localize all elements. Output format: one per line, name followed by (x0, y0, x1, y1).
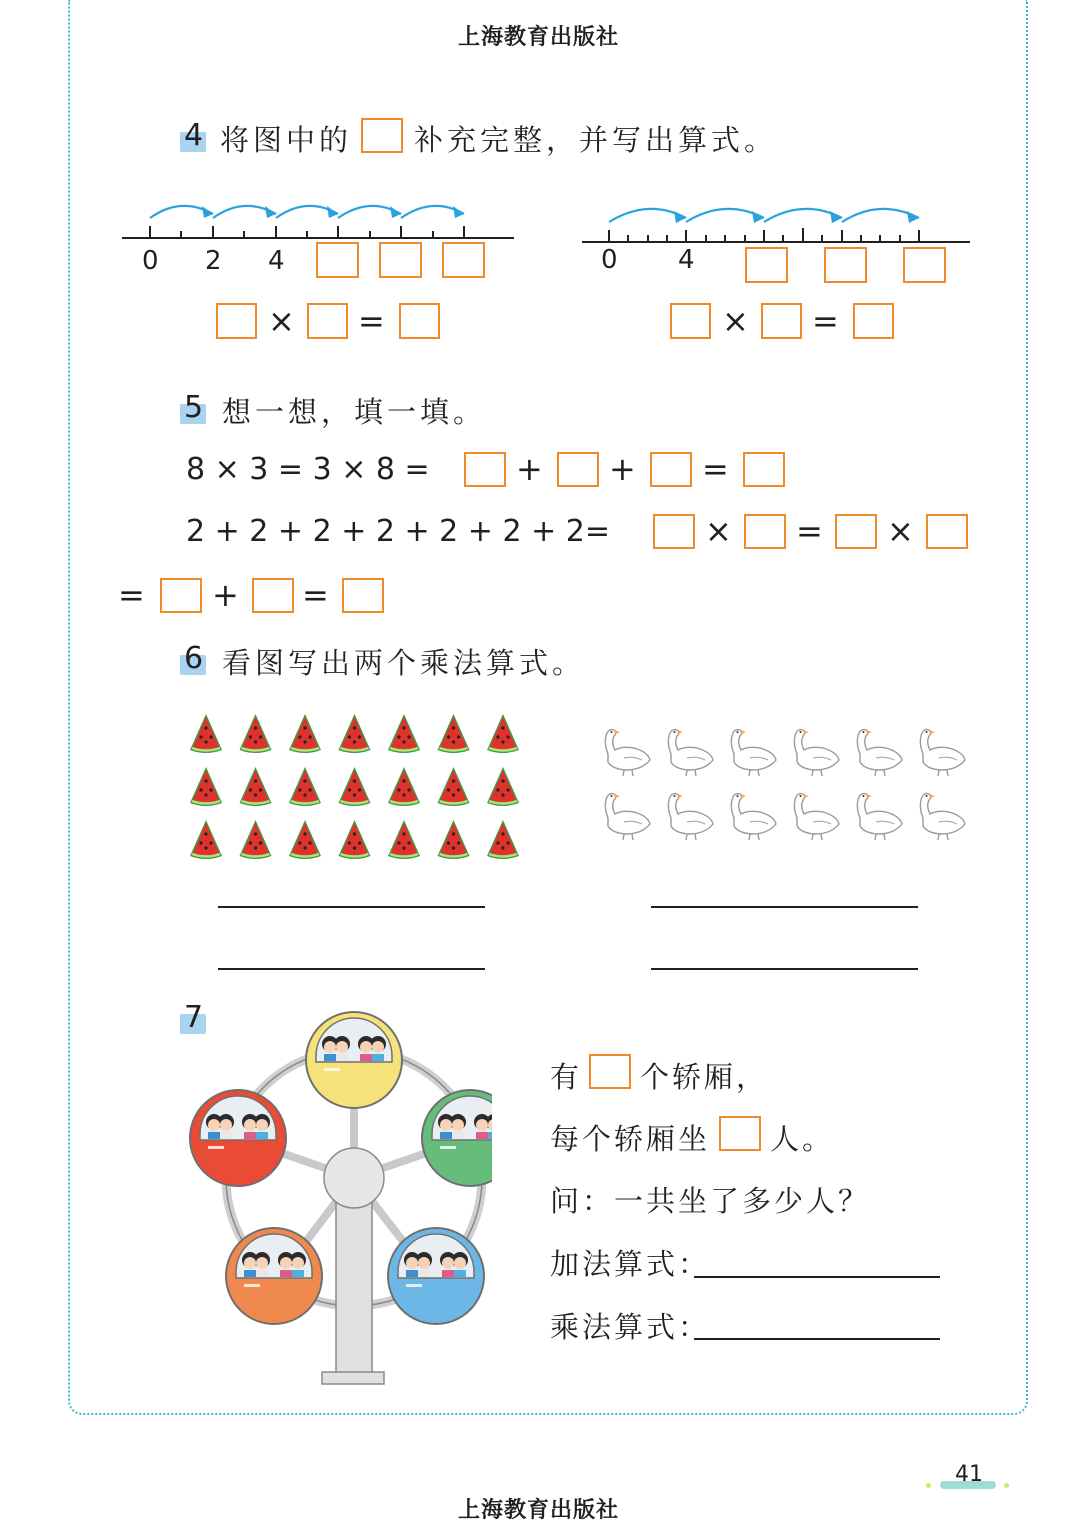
ferris-wheel-car (226, 1228, 322, 1324)
q6-left-answer-line-2[interactable] (218, 968, 485, 970)
goose-grid (596, 722, 972, 844)
q5-line3-box-1[interactable] (160, 578, 202, 613)
watermelon-slice (190, 820, 222, 859)
q5-line2-times-2: × (887, 512, 914, 550)
watermelon-slice (240, 767, 272, 806)
q5-line3-prefix: = (118, 576, 145, 614)
watermelon-slice (240, 820, 272, 859)
right-line-box-1[interactable] (745, 247, 788, 283)
right-line-label-0: 0 (601, 245, 618, 275)
q7-addition-answer-line[interactable] (694, 1276, 940, 1278)
q4-left-factor-1-box[interactable] (216, 303, 257, 339)
left-line-label-2: 2 (205, 246, 222, 276)
ferris-wheel-car (190, 1090, 286, 1186)
q5-line3-box-2[interactable] (252, 578, 294, 613)
q7-multiplication-answer-line[interactable] (694, 1338, 940, 1340)
left-line-box-2[interactable] (379, 242, 422, 278)
q6-right-answer-line-2[interactable] (651, 968, 918, 970)
watermelon-slice (388, 767, 420, 806)
watermelon-slice (487, 767, 519, 806)
watermelon-slice (388, 820, 420, 859)
watermelon-slice (487, 820, 519, 859)
q4-inline-box (361, 118, 403, 153)
q6-text: 看图写出两个乘法算式。 (222, 646, 586, 680)
q4-left-product-box[interactable] (399, 303, 440, 339)
q4-number: 4 (184, 118, 210, 152)
watermelon-slice (190, 767, 222, 806)
q5-line2-equals: = (796, 512, 823, 550)
header-publisher: 上海教育出版社 (458, 25, 620, 50)
q4-left-factor-2-box[interactable] (307, 303, 348, 339)
watermelon-slice (487, 714, 519, 753)
goose (731, 794, 776, 840)
goose (857, 730, 902, 776)
q7-number: 7 (184, 1000, 210, 1034)
page-dot-left (926, 1483, 931, 1488)
q5-line1-box-1[interactable] (464, 452, 506, 487)
q7-cars-count-box[interactable] (589, 1054, 631, 1089)
q5-line2-box-4[interactable] (926, 514, 968, 549)
goose (668, 794, 713, 840)
q5-line2-box-1[interactable] (653, 514, 695, 549)
goose (857, 794, 902, 840)
goose (794, 730, 839, 776)
q5-line1-plus-1: + (516, 450, 543, 488)
goose (920, 794, 965, 840)
q4-right-equals: = (812, 302, 839, 340)
left-line-box-1[interactable] (316, 242, 359, 278)
watermelon-slice (289, 820, 321, 859)
q5-line2-times-1: × (705, 512, 732, 550)
left-line-label-0: 0 (142, 246, 159, 276)
goose (668, 730, 713, 776)
goose (605, 730, 650, 776)
watermelon-slice (289, 767, 321, 806)
goose (731, 730, 776, 776)
q5-line1-box-2[interactable] (557, 452, 599, 487)
q4-right-factor-1-box[interactable] (670, 303, 711, 339)
left-line-box-3[interactable] (442, 242, 485, 278)
q7-question: 问：一共坐了多少人？ (550, 1184, 871, 1218)
watermelon-slice (339, 767, 371, 806)
q5-line3-plus: + (212, 576, 239, 614)
watermelon-slice (339, 820, 371, 859)
q6-right-answer-line-1[interactable] (651, 906, 918, 908)
watermelon-slice (438, 714, 470, 753)
q4-text-after: 补充完整，并写出算式。 (414, 123, 778, 157)
q7-line1-before: 有 (550, 1060, 583, 1094)
watermelon-slice (438, 767, 470, 806)
q4-right-product-box[interactable] (853, 303, 894, 339)
goose (920, 730, 965, 776)
ferris-wheel-car (388, 1228, 484, 1324)
q6-number: 6 (184, 641, 210, 675)
watermelon-slice (240, 714, 272, 753)
q7-line1-after: 个轿厢， (640, 1060, 769, 1094)
left-line-label-4: 4 (268, 246, 285, 276)
q5-line2-box-2[interactable] (744, 514, 786, 549)
goose (605, 794, 650, 840)
q4-right-factor-2-box[interactable] (761, 303, 802, 339)
q5-line2-box-3[interactable] (835, 514, 877, 549)
q7-line2-after: 人。 (770, 1122, 835, 1156)
q5-text: 想一想，填一填。 (222, 395, 487, 429)
watermelon-grid (186, 708, 520, 862)
ferris-wheel-illustration (186, 1008, 492, 1388)
q6-left-answer-line-1[interactable] (218, 906, 485, 908)
watermelon-slice (289, 714, 321, 753)
page-number: 41 (955, 1462, 983, 1487)
q7-multiplication-label: 乘法算式： (550, 1310, 711, 1344)
q7-addition-label: 加法算式： (550, 1247, 711, 1281)
page-dot-right (1004, 1483, 1009, 1488)
q7-people-per-car-box[interactable] (719, 1116, 761, 1151)
q5-line1-box-4[interactable] (743, 452, 785, 487)
q5-line1-box-3[interactable] (650, 452, 692, 487)
number-line-left (118, 196, 518, 248)
q4-left-equals: = (358, 302, 385, 340)
watermelon-slice (339, 714, 371, 753)
number-line-right (578, 196, 974, 248)
ferris-wheel-car (422, 1090, 492, 1186)
goose (794, 794, 839, 840)
right-line-box-2[interactable] (824, 247, 867, 283)
right-line-label-4: 4 (678, 245, 695, 275)
watermelon-slice (388, 714, 420, 753)
watermelon-slice (438, 820, 470, 859)
ferris-wheel-car (306, 1012, 402, 1108)
q4-right-times: × (722, 302, 749, 340)
q5-line1-equals: = (702, 450, 729, 488)
watermelon-slice (190, 714, 222, 753)
q5-line3-box-3[interactable] (342, 578, 384, 613)
q5-line1-prefix: 8 × 3 = 3 × 8 = (186, 452, 430, 487)
right-line-box-3[interactable] (903, 247, 946, 283)
q5-line1-plus-2: + (609, 450, 636, 488)
q5-line2-prefix: 2 + 2 + 2 + 2 + 2 + 2 + 2= (186, 514, 610, 549)
q7-line2-before: 每个轿厢坐 (550, 1122, 711, 1156)
q4-text-before: 将图中的 (220, 123, 353, 157)
footer-publisher: 上海教育出版社 (458, 1498, 620, 1523)
q4-left-times: × (268, 302, 295, 340)
q5-line3-equals: = (302, 576, 329, 614)
q5-number: 5 (184, 390, 210, 424)
